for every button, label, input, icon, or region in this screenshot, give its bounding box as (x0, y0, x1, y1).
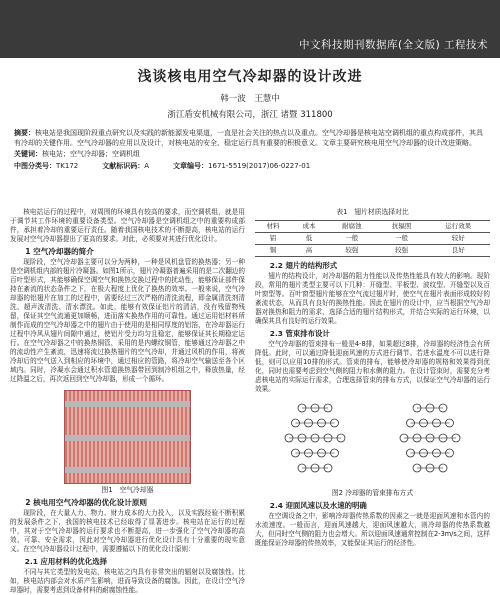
tube-arrangement-diagram (255, 396, 490, 484)
table-cell: 铝 (255, 233, 291, 245)
section-2-2-text: 翅片的结构设计，对冷却器的阻力性能以及传热性能具有较大的影响。现阶段，常用的翅片类型主要可以下几种：开缝型、平板型、波纹型、开缝型以及百叶窗型等。百叶窗型翅片能够在空气流过翅片时，使空气在翅片表面形成较好的紊流状态，从而具有良好的换热性能。因此在翅片的设计中，应当根据空气冷却器对换热和阻力的需求，选择合适的翅片结构形式，并结合实际的运行环境，以确保其具有良好的运行效果。 (255, 272, 490, 325)
table-row (255, 245, 490, 257)
table-cell: 良好 (426, 245, 490, 257)
table-cell: 高 (291, 245, 327, 257)
table-cell: 较强 (327, 245, 377, 257)
table-row (255, 233, 490, 245)
table-header-cell: 运行效果 (426, 221, 490, 233)
abstract-text: 核电站是我国现阶段重点研究以及实践的新能源发电渠道，一直是社会关注的热点以及重点。空气冷却器是核电站空调机组的重点构成部件，其具有冷却的关键作用。空气冷却器的应用以及设计，对核电站的安全、稳定运行具有重要的积极意义。文章主要研究核电用空气冷却器的设计改进策略。 (14, 129, 483, 147)
article-meta (10, 161, 490, 171)
body-columns (10, 208, 490, 595)
article-number (173, 161, 310, 171)
section-2-title: 2 核电用空气冷却器的优化设计原则 (25, 498, 148, 507)
clc-value: TK172 (56, 162, 79, 170)
keywords-text: 核电站；空气冷却器；空调机组 (42, 150, 140, 158)
article-title: 浅谈核电用空气冷却器的设计改进 (137, 69, 363, 85)
table-header-cell: 耐腐蚀 (327, 221, 377, 233)
figure-2-caption: 图2 冷却器的管束排布方式 (331, 489, 414, 497)
article-authors: 韩一波 王慧中 (220, 94, 280, 104)
section-2-1-text: 不同与其它类型的发电站，核电站之内具有非常突出的辐射以及腐蚀性。比如，核电站内部会对水质产生影响，进而导致设备的腐蚀。因此，在设计空气冷却器时，需要考虑到设备材料的耐腐蚀性能。 (10, 568, 245, 594)
table-cell: 较强 (377, 245, 427, 257)
doc-label: 文献标识码： (102, 162, 145, 170)
article-affiliation: 浙江盾安机械有限公司，浙江 诸暨 311800 (167, 110, 333, 120)
fin-material-table (255, 220, 490, 257)
table-cell: 一般 (327, 233, 377, 245)
article-page (10, 58, 490, 594)
abstract-label: 摘要： (14, 129, 35, 137)
section-2-1-title: 2.1 应用材料的优化选择 (24, 557, 107, 566)
right-column (255, 208, 490, 595)
intro-paragraph: 核电站运行的过程中，对周围的环境具有较高的要求，而空调机组，就是用于调节其工作环境的重要设备类型。空气冷却器是空调机组之中的重要构成部件，承担着冷却的重要运行责任。随着我国核电技术的不断提高，核电站的运行发展对空气冷却器提出了更高的要求。对此，必须要对其进行优化设计。 (10, 208, 245, 243)
section-2-2-title: 2.2 翅片的结构形式 (269, 261, 338, 270)
journal-brand: 中文科技期刊数据库(全文版) 工程技术 (298, 39, 488, 51)
section-2-4-title: 2.4 迎面风速以及水速的明确 (269, 501, 367, 510)
table-cell: 铜 (255, 245, 291, 257)
table-cell: 较好 (426, 233, 490, 245)
figure-1-caption: 图1 空气冷却器 (101, 486, 154, 494)
doc-code (102, 161, 149, 171)
section-2-3-title: 2.3 管束排布设计 (269, 329, 330, 338)
table-1-title: 表1 翅片材质选择对比 (336, 208, 409, 216)
section-1-text: 现阶段，空气冷却器主要可以分为两种，一种是风机盘管的换热器；另一种是空调机组内部的翅片冷凝器。如图1所示，翅片冷凝器普遍采用的是二次翻边的百叶型形式，其能够确保空调空气和换热交换过程中的扰动性，能够保证部件保持在紊流的状态条件之下，在极大程度上优化了换热的效率。一般来说，空气冷却器的铝翅片在加工的过程中，需要经过三次严格的清洗流程，即金属清洗剂清洗、超声波清洗、清水漂洗。如此，能够有效保证铝片的清洁，没有残留物残留，保证其空气流通更加顺畅，进而落实换热作用的可靠性。通过运用铝材料所制作而成的空气冷却器之中的翅片由于使用的是相同厚度的铝箔，在冷却器运行过程中冷风从翅片间隙中通过，使铝片受力均匀且稳定，能够保证其长期稳定运行。在空气冷却器之中的换热铜管，采用的是内螺纹铜管，能够通过冷却器之中的流动性产生紊流，迅速将流过换热翅片的空气冷却，并通过风机的作用，将被冷却后的空气送入到相应的环境中，通过相应的管路，将冷却空气输送至各个区域内。同时，冷凝水会通过积水管道换热器带回到制冷机组之中，释放热量，经过降温之后，再次返回到空气冷却器，形成一个循环。 (10, 258, 245, 383)
issn-value: 1671-5519(2017)06-0227-01 (208, 162, 311, 170)
clc-number (14, 161, 78, 171)
doc-value: A (144, 162, 150, 170)
table-header-cell: 成本 (291, 221, 327, 233)
header-bar (0, 0, 500, 58)
issn-label: 文章编号： (173, 162, 209, 170)
left-column (10, 208, 245, 595)
table-cell: 低 (291, 233, 327, 245)
air-cooler-figure (64, 390, 191, 484)
table-cell: 一般 (377, 233, 427, 245)
section-2-text: 现阶段，在大量人力、物力、财力成本的大力投入，以及实践经验不断积累的发展条件之下，我国的核电技术已经取得了显著进步。核电站在运行的过程中，其对于空气冷却器的运行要求也不断提高，进一步强化了空气冷却器的高效、可靠、安全需求，因此对空气冷却器进行优化设计具有十分重要的现实意义。在空气冷却器设计过程中，需要遵循以下的优化设计原则： (10, 509, 245, 553)
section-1-title: 1 空气冷却器的简介 (25, 247, 94, 256)
keywords-label: 关键词： (14, 150, 42, 158)
abstract (10, 128, 490, 148)
keywords (10, 149, 490, 159)
section-2-4-text: 在空调设备之中，影响冷却器传热系数的因素之一就是迎面风速和水管内的水流速度。一般而言，迎面风速越大，迎面风速越大，则冷却器的传热系数越大，但同时空气侧的阻力也会增大。所以迎面风速通常控制在2-3m/s之间，这样既能保证冷却器的传热效率，又能保证其运行的经济性。 (255, 512, 490, 547)
clc-label: 中图分类号： (14, 162, 56, 170)
table-header-cell: 抗辐照 (377, 221, 427, 233)
table-header-row (255, 221, 490, 233)
section-2-3-text: 空气冷却器的管束排布一般是4-8排，如果超过8排，冷却器的经济性会有所降低。此时，可以通过降低迎面风速的方式进行调节。若进水温度不可以进行降低，则可以应用10排的形式。管束的排布，能够使冷却器的规格和效果得到优化，同时也需要考虑到空气侧的阻力和水侧的阻力。在设计管束时，需要充分考虑核电站的实际运行需求，合理选择管束的排布方式，以保证空气冷却器的运行效果。 (255, 340, 490, 393)
table-header-cell: 材料 (255, 221, 291, 233)
